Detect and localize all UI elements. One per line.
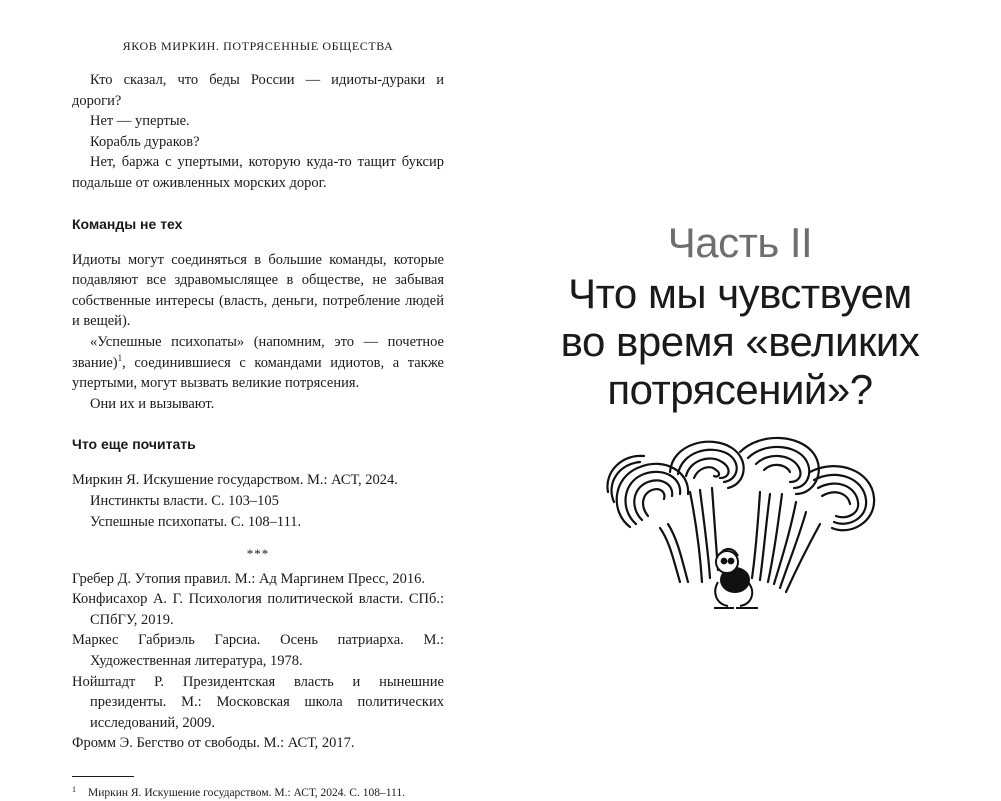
paragraph-with-footnote: [72, 332, 444, 394]
dialogue-line: Кто сказал, что беды России — идиоты-дураки и дороги?: [72, 72, 444, 109]
footnote-mark: 1: [72, 785, 76, 795]
dialogue-line: Корабль дураков?: [90, 133, 200, 150]
bibliography-item: Гребер Д. Утопия правил. М.: Ад Маргинем Пресс, 2016.: [72, 570, 425, 587]
bibliography-item: Маркес Габриэль Гарсиа. Осень патриарха. М.: Художественная литература, 1978.: [72, 632, 444, 670]
footnote-text: Миркин Я. Искушение государством. М.: АСТ, 2024. С. 108–111.: [88, 787, 405, 800]
left-page: [72, 36, 444, 801]
bibliography-item: Конфисахор А. Г. Психология политической власти. СПб.: СПбГУ, 2019.: [72, 591, 444, 628]
part-title-line: во время «великих: [560, 318, 920, 365]
reading-heading: Что еще почитать: [72, 436, 196, 453]
reading-primary: Миркин Я. Искушение государством. М.: АСТ, 2024.: [72, 472, 398, 489]
part-label: Часть II: [667, 219, 813, 266]
reading-sub-item: Успешные психопаты. С. 108–111.: [90, 513, 302, 530]
running-head: ЯКОВ МИРКИН. ПОТРЯСЕННЫЕ ОБЩЕСТВА: [122, 39, 394, 53]
section-heading: Команды не тех: [72, 215, 183, 232]
paragraph: Идиоты могут соединяться в большие команды, которые подавляют все здравомыслящее в обществе, не забывая собственные интересы (власть, деньги, потребление людей и вещей).: [72, 251, 444, 330]
paragraph-text: «Успешные психопаты» (напомним, это — почетное звание): [72, 333, 444, 371]
separator-asterisks: ***: [246, 546, 270, 562]
dialogue-line: Нет — упертые.: [90, 113, 190, 130]
footnote-reference[interactable]: 1: [117, 352, 123, 363]
part-title-line: Что мы чувствуем: [568, 270, 912, 317]
dialogue-line: Нет, баржа с упертыми, которую куда-то тащит буксир подальше от оживленных морских дорог.: [72, 154, 444, 191]
right-page: [520, 220, 960, 414]
bibliography-item: Нойштадт Р. Президентская власть и нынешние президенты. М.: Московская школа политических исследований, 2009.: [72, 673, 444, 731]
reading-sub-item: Инстинкты власти. С. 103–105: [90, 492, 279, 509]
footnote-divider: [72, 776, 134, 777]
paragraph-text: , соединившиеся с командами идиотов, а также упертыми, могут вызвать великие потрясения.: [72, 354, 444, 392]
cloud-figure-illustration: [600, 432, 880, 618]
part-title-line: потрясений»?: [607, 366, 873, 413]
paragraph: Они их и вызывают.: [90, 395, 215, 412]
footnote: [72, 785, 444, 801]
bibliography-item: Фромм Э. Бегство от свободы. М.: АСТ, 2017.: [72, 735, 355, 752]
part-title: [520, 270, 960, 414]
